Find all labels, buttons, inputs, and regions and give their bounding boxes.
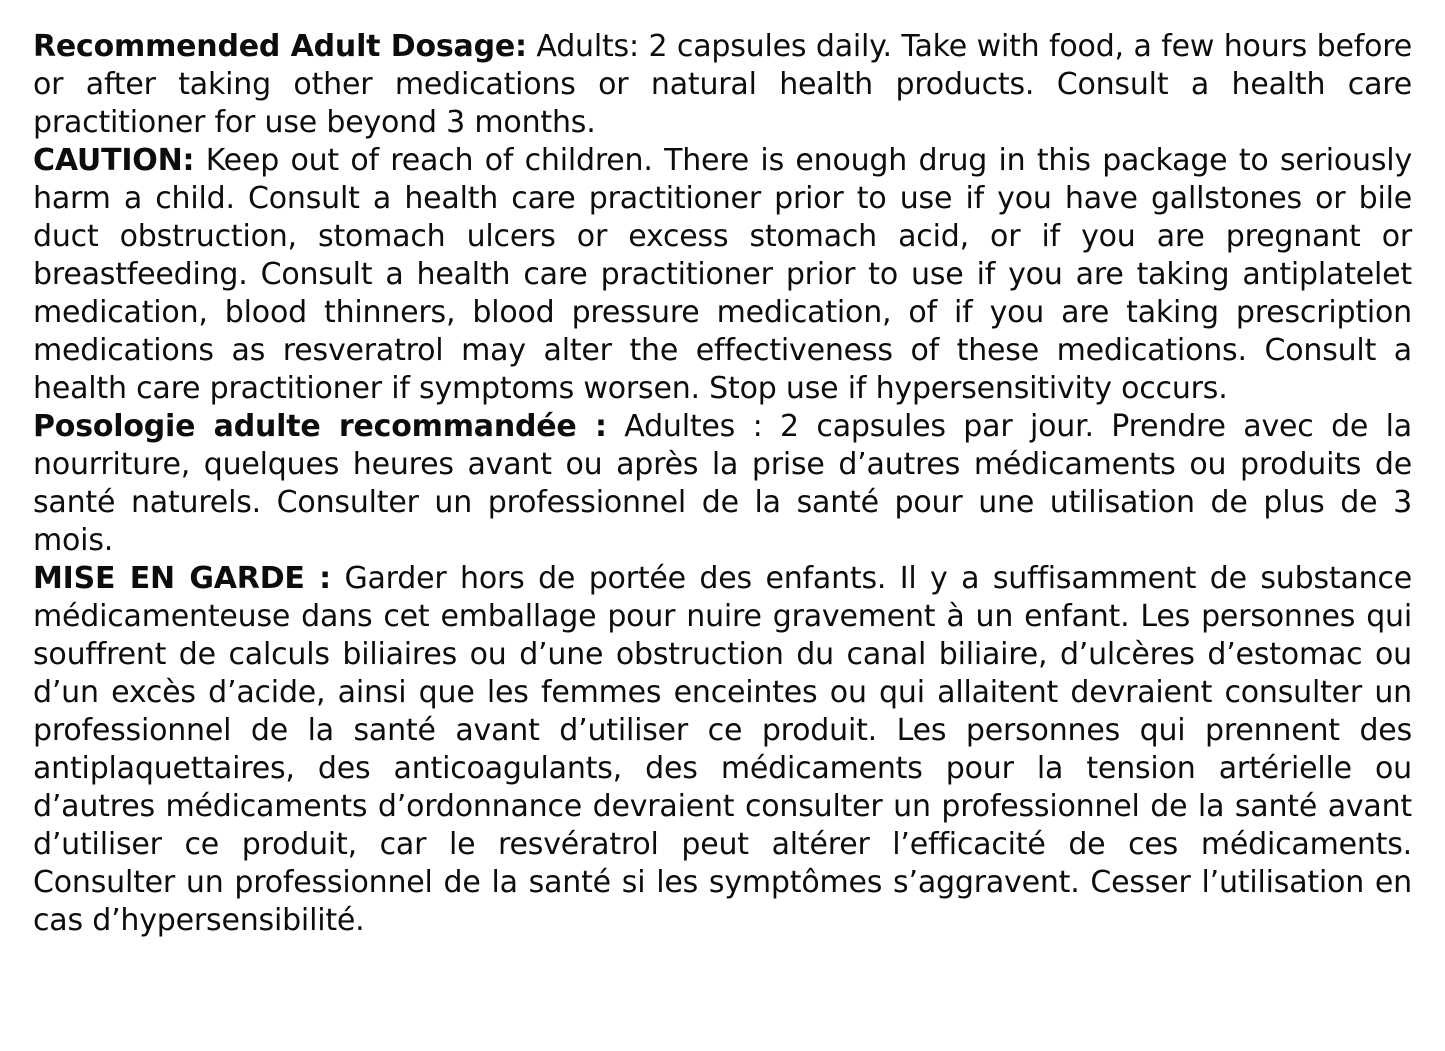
dosage-heading-fr: Posologie adulte recommandée : xyxy=(33,409,607,444)
caution-body-fr: Garder hors de portée des enfants. Il y a suffisamment de substance médicamenteuse dans cet emballage pour nuire gravement à un enfant. Les personnes qui souffrent de calculs biliaires ou d’une obstruction du canal biliaire, d’ulcères d’estomac ou d’un excès d’acide, ainsi que les femmes enceintes ou qui allaitent devraient consulter un professionnel de la santé avant d’utiliser ce produit. Les personnes qui prennent des antiplaquettaires, des anticoagulants, des médicaments pour la tension artérielle ou d’autres médicaments d’ordonnance devraient consulter un professionnel de la santé avant d’utiliser ce produit, car le resvératrol peut altérer l’efficacité de ces médicaments. Consulter un professionnel de la santé si les symptômes s’aggravent. Cesser l’utilisation en cas d’hypersensibilité. xyxy=(33,561,1412,938)
dosage-heading-en: Recommended Adult Dosage: xyxy=(33,29,527,64)
dosage-body-fr: Adultes : 2 capsules par jour. Prendre avec de la nourriture, quelques heures avant ou après la prise d’autres médicaments ou produits de santé naturels. Consulter un professionnel de la santé pour une utilisation de plus de 3 mois. xyxy=(33,409,1412,558)
caution-heading-fr: MISE EN GARDE : xyxy=(33,561,331,596)
dosage-body-en: Adults: 2 capsules daily. Take with food, a few hours before or after taking other medications or natural health products. Consult a health care practitioner for use beyond 3 months. xyxy=(33,29,1412,140)
dosage-paragraph-en xyxy=(33,28,1412,142)
caution-paragraph-fr xyxy=(33,560,1412,940)
caution-paragraph-en xyxy=(33,142,1412,408)
caution-body-en: Keep out of reach of children. There is enough drug in this package to seriously harm a child. Consult a health care practitioner prior to use if you have gallstones or bile duct obstruction, stomach ulcers or excess stomach acid, or if you are pregnant or breastfeeding. Consult a health care practitioner prior to use if you are taking antiplatelet medication, blood thinners, blood pressure medication, of if you are taking prescription medications as resveratrol may alter the effectiveness of these medications. Consult a health care practitioner if symptoms worsen. Stop use if hypersensitivity occurs. xyxy=(33,143,1412,406)
caution-heading-en: CAUTION: xyxy=(33,143,195,178)
dosage-paragraph-fr xyxy=(33,408,1412,560)
